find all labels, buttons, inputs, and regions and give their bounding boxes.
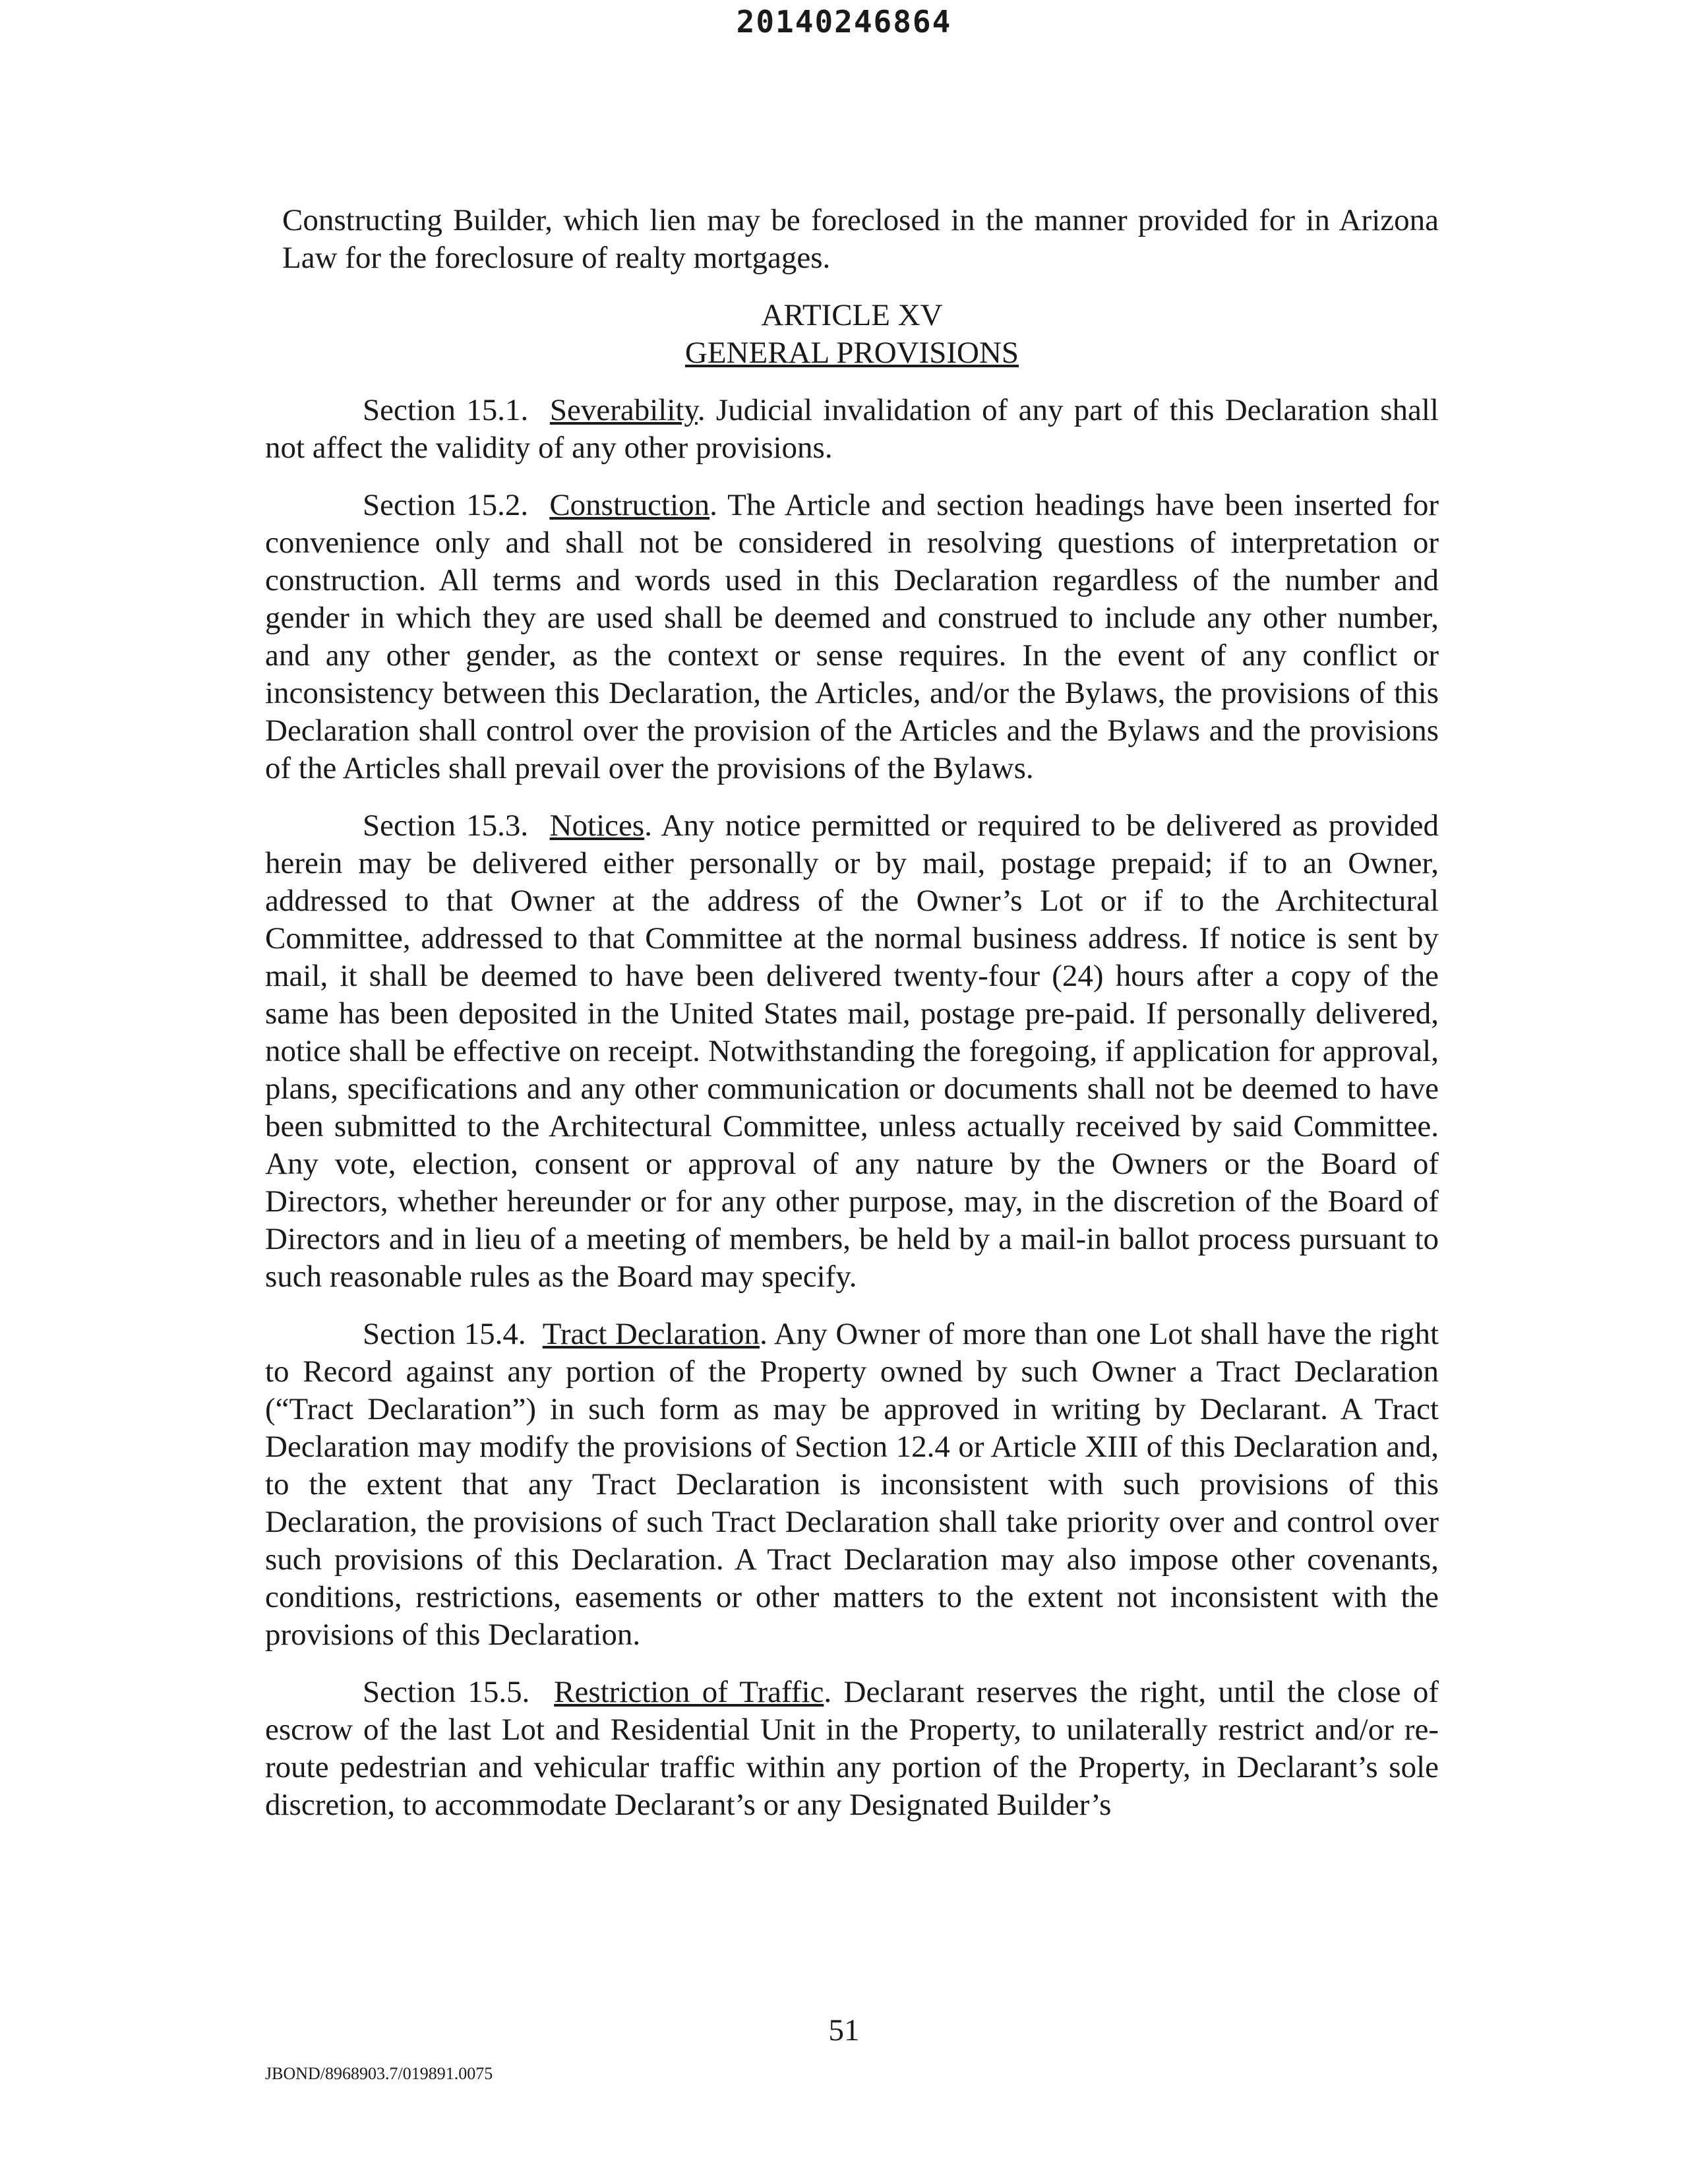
section-number: Section 15.5.: [363, 1675, 530, 1709]
section-body: . Any notice permitted or required to be delivered as provided herein may be delivered either personally or by mail, postage prepaid; if to an Owner, addressed to that Owner at the address of the Owner’s Lot or if to the Architectural Committee, addressed to that Committee at the normal business address. If notice is sent by mail, it shall be deemed to have been delivered twenty-four (24) hours after a copy of the same has been deposited in the United States mail, postage pre-paid. If personally delivered, notice shall be effective on receipt. Notwithstanding the foregoing, if application for approval, plans, specifications and any other communication or documents shall not be deemed to have been submitted to the Architectural Committee, unless actually received by said Committee. Any vote, election, consent or approval of any nature by the Owners or the Board of Directors, whether hereunder or for any other purpose, may, in the discretion of the Board of Directors and in lieu of a meeting of members, be held by a mail-in ballot process pursuant to such reasonable rules as the Board may specify.: [265, 808, 1439, 1294]
document-id: JBOND/8968903.7/019891.0075: [265, 2064, 493, 2083]
page-number: 51: [828, 2013, 860, 2048]
section-15-5: [265, 1674, 1439, 1824]
article-number: ARTICLE XV: [761, 298, 943, 332]
section-15-2: [265, 487, 1439, 787]
section-title: Restriction of Traffic: [554, 1675, 824, 1709]
intro-paragraph: Constructing Builder, which lien may be foreclosed in the manner provided for in Arizona Law for the foreclosure of realty mortgages.: [282, 203, 1439, 275]
section-title: Construction: [549, 488, 710, 522]
section-number: Section 15.1.: [363, 393, 529, 427]
section-title: Notices: [549, 808, 645, 843]
section-body: . Judicial invalidation of any part of this Declaration shall not affect the validity of any other provisions.: [265, 393, 1439, 465]
section-number: Section 15.3.: [363, 808, 529, 843]
section-title: Severability: [549, 393, 698, 427]
section-number: Section 15.4.: [363, 1317, 526, 1351]
section-body: . The Article and section headings have been inserted for convenience only and shall not be considered in resolving questions of interpretation or construction. All terms and words used in this Declaration regardless of the number and gender in which they are used shall be deemed and construed to include any other number, and any other gender, as the context or sense requires. In the event of any conflict or inconsistency between this Declaration, the Articles, and/or the Bylaws, the provisions of this Declaration shall control over the provision of the Articles and the Bylaws and the provisions of the Articles shall prevail over the provisions of the Bylaws.: [265, 488, 1439, 785]
section-15-3: [265, 807, 1439, 1296]
section-15-1: [265, 392, 1439, 467]
section-title: Tract Declaration: [542, 1317, 760, 1351]
section-15-4: [265, 1316, 1439, 1654]
recording-number: 20140246864: [736, 4, 952, 40]
article-heading: [265, 297, 1439, 372]
section-body: . Declarant reserves the right, until the close of escrow of the last Lot and Residential Unit in the Property, to unilaterally restrict and/or re-route pedestrian and vehicular traffic within any portion of the Property, in Declarant’s sole discretion, to accommodate Declarant’s or any Designated Builder’s: [265, 1675, 1439, 1822]
article-title: GENERAL PROVISIONS: [684, 336, 1019, 370]
document-page: [265, 202, 1439, 1824]
section-number: Section 15.2.: [363, 488, 529, 522]
section-body: . Any Owner of more than one Lot shall have the right to Record against any portion of the Property owned by such Owner a Tract Declaration (“Tract Declaration”) in such form as may be approved in writing by Declarant. A Tract Declaration may modify the provisions of Section 12.4 or Article XIII of this Declaration and, to the extent that any Tract Declaration is inconsistent with such provisions of this Declaration, the provisions of such Tract Declaration shall take priority over and control over such provisions of this Declaration. A Tract Declaration may also impose other covenants, conditions, restrictions, easements or other matters to the extent not inconsistent with the provisions of this Declaration.: [265, 1317, 1439, 1652]
